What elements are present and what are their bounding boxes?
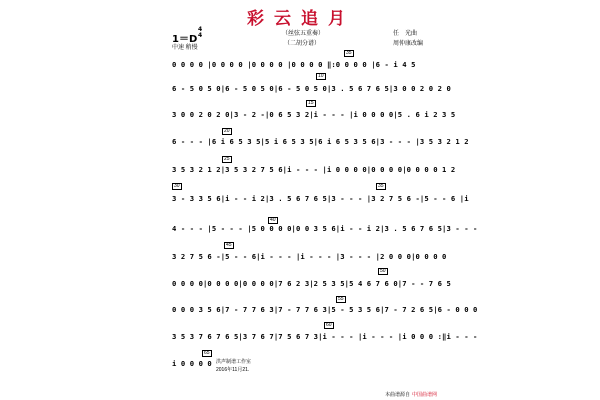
measure-number: 30 [174, 183, 180, 189]
arranger-credit: 周仲康改编 [393, 41, 424, 47]
source-site-link[interactable]: 中国曲谱网 [412, 392, 438, 398]
notation-row: 3 - 3 3 5 6|i - - i 2|3 . 5 6 7 6 5|3 - - - |3 2 7 5 6 -|5 - - 6 |i [172, 194, 469, 203]
measure-number: 60 [326, 322, 332, 328]
measure-number: 45 [226, 242, 232, 248]
score-sheet [170, 0, 478, 400]
notation-row: 6 - 5 0 5 0|6 - 5 0 5 0|6 - 5 0 5 0|3 . 5 6 7 6 5|3 0 0 2 0 2 0 [172, 84, 451, 93]
meter-bottom: 4 [198, 32, 203, 39]
composer-credit: 任 光曲 [393, 31, 418, 37]
notation-row: 4 - - - |5 - - - |5 0 0 0 0|0 0 3 5 6|i - - i 2|3 . 5 6 7 6 5|3 - - - [172, 224, 478, 233]
notation-row: 0 0 0 0|0 0 0 0|0 0 0 0|7 6 2 3|2 5 3 5|5 4 6 7 6 0|7 - - 7 6 5 [172, 279, 451, 288]
studio-credit: 洪声制谱工作室 [216, 359, 252, 365]
measure-number: 35 [378, 183, 384, 189]
measure-number: 50 [380, 268, 386, 274]
notation-row: 3 5 3 2 1 2|3 5 3 2 7 5 6|i - - - |i 0 0 0 0|0 0 0 0|0 0 0 0 1 2 [172, 165, 456, 174]
measure-number: 40 [270, 217, 276, 223]
key-signature: 1＝D [172, 34, 198, 45]
notation-row: 0 0 0 0 |0 0 0 0 |0 0 0 0 |0 0 0 0 ‖:0 0 0 0 |6 - i 4 5 [172, 60, 416, 69]
notation-row: 3 0 0 2 0 2 0|3 - 2 -|0 6 5 3 2|i - - - |i 0 0 0 0|5 . 6 i 2 3 5 [172, 110, 456, 119]
measure-number: 20 [224, 128, 230, 134]
source-label: 本曲谱源自 [385, 392, 411, 398]
measure-number: 10 [318, 73, 324, 79]
measure-number: 65 [204, 350, 210, 356]
time-signature [198, 27, 202, 39]
notation-row: i 0 0 0 0 [172, 359, 212, 368]
measure-number: 55 [338, 296, 344, 302]
measure-number: 15 [308, 100, 314, 106]
notation-row: 3 5 3 7 6 7 6 5|3 7 6 7|7 5 6 7 3|i - - - |i - - - |i 0 0 0 :‖i - - - [172, 332, 478, 341]
measure-number: 35 [346, 50, 352, 56]
tempo-marking: 中速 稍慢 [172, 45, 198, 51]
notation-row: 6 - - - |6 i 6 5 3 5|5 i 6 5 3 5|6 i 6 5 3 5 6|3 - - - |3 5 3 2 1 2 [172, 137, 469, 146]
subtitle-part: （二胡分谱） [284, 41, 321, 47]
notation-row: 3 2 7 5 6 -|5 - - 6|i - - - |i - - - |3 - - - |2 0 0 0|0 0 0 0 [172, 252, 447, 261]
meter-top: 4 [198, 26, 203, 33]
score-title: 彩云追月 [247, 9, 355, 29]
subtitle-ensemble: （丝弦五重奏） [282, 31, 325, 37]
date-stamp: 2016年11月21. [216, 367, 250, 373]
measure-number: 25 [224, 156, 230, 162]
notation-row: 0 0 0 3 5 6|7 - 7 7 6 3|7 - 7 7 6 3|5 - 5 3 5 6|7 - 7 2 6 5|6 - 0 0 0 [172, 305, 478, 314]
